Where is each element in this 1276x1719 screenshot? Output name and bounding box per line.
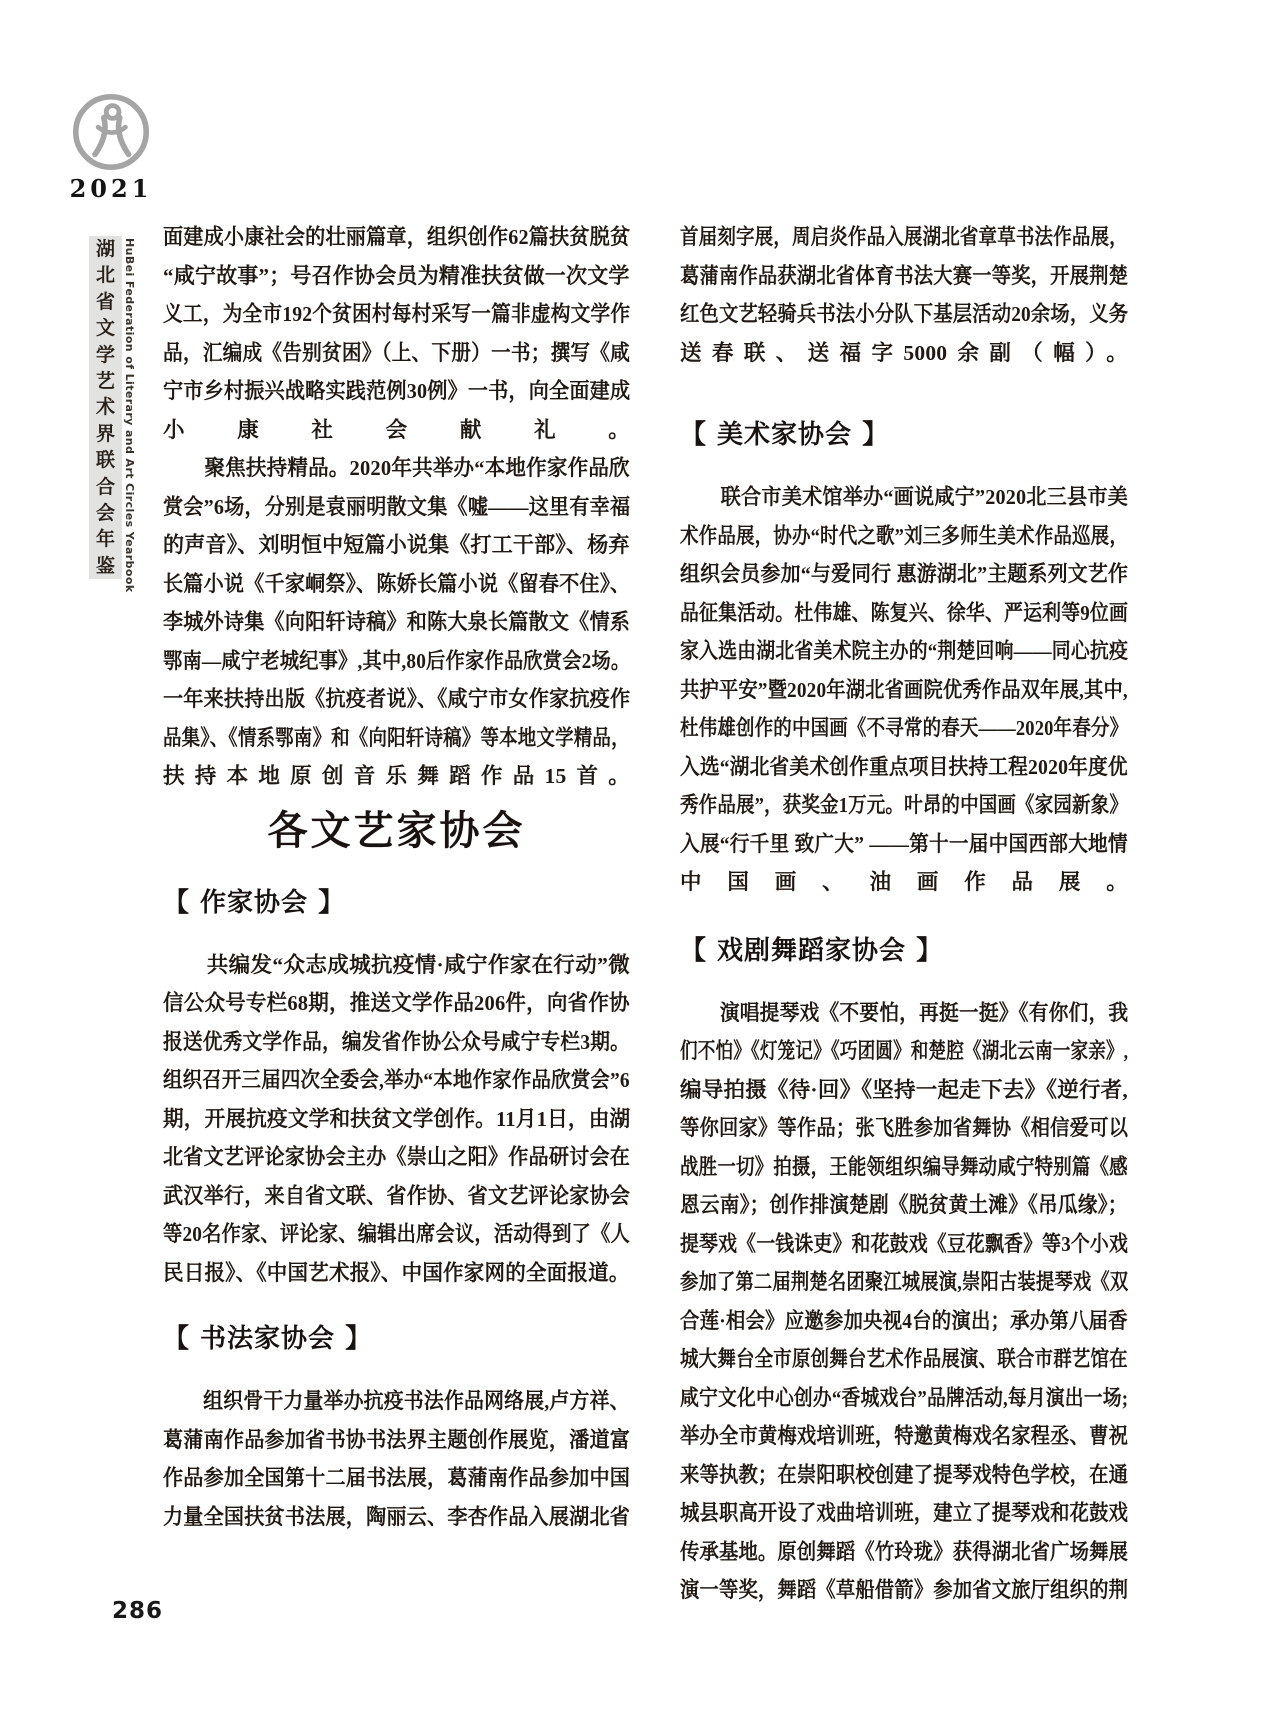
text-line: 送春联、送福字5000余副（幅）。 [680, 340, 1128, 365]
section-heading-writers-association: 【 作家协会 】 [163, 887, 346, 918]
section-heading-drama-dance-association: 【 戏剧舞蹈家协会 】 [680, 935, 944, 966]
text-line: 联 [95, 449, 115, 472]
text-line: 作品参加全国第十二届书法展，葛蒲南作品参加中国 [163, 1466, 631, 1490]
text-line: 一年来扶持出版《抗疫者说》、《咸宁市女作家抗疫作 [163, 687, 631, 711]
text-line: 杜伟雄创作的中国画《不寻常的春天——2020年春分》 [680, 716, 1129, 740]
paragraph-featured-works [163, 449, 630, 796]
text-line: 家入选由湖北省美术院主办的“荆楚回响——同心抗疫 [680, 639, 1129, 663]
text-line: 赏会”6场，分别是袁丽明散文集《嘘——这里有幸福 [163, 494, 631, 519]
text-line: 咸宁文化中心创办“香城戏台”品牌活动,每月演出一场; [680, 1385, 1129, 1410]
sidebar-title-en: HuBei Federation of Literary and Art Circles Yearbook [123, 238, 136, 593]
text-line: 战胜一切》拍摄，王能领组织编导舞动咸宁特别篇《感 [680, 1154, 1128, 1179]
paragraph-writers-association [163, 946, 630, 1293]
text-line: 北 [95, 264, 115, 287]
text-line: 恩云南》；创作排演楚剧《脱贫黄土滩》《吊瓜缘》； [680, 1193, 1128, 1217]
text-line: 民日报》、《中国艺术报》、中国作家网的全面报道。 [163, 1260, 630, 1285]
text-line: 演一等奖，舞蹈《草船借箭》参加省文旅厅组织的荆 [680, 1578, 1129, 1602]
text-line: 组织会员参加“与爱同行 惠游湖北”主题系列文艺作 [680, 562, 1129, 586]
paragraph-drama-dance-association [680, 994, 1128, 1610]
text-line: 品，汇编成《告别贫困》（上、下册）一书；撰写《咸 [163, 340, 631, 365]
text-line: 长篇小说《千家峒祭》、陈娇长篇小说《留春不住》、 [163, 571, 631, 596]
left-column [163, 218, 630, 1536]
text-line: 学 [95, 343, 115, 366]
text-line: 武汉举行，来自省文联、省作协、省文艺评论家协会 [163, 1183, 631, 1208]
text-line: 等你回家》等作品；张飞胜参加省舞协《相信爱可以 [680, 1116, 1129, 1140]
text-line: 城县职高开设了戏曲培训班，建立了提琴戏和花鼓戏 [680, 1501, 1129, 1525]
paragraph-calligraphers-continued [680, 218, 1128, 372]
text-line: 艺 [95, 369, 115, 392]
right-column [680, 218, 1128, 1610]
text-line: 秀作品展”，获奖金1万元。叶昂的中国画《家园新象》 [680, 793, 1129, 817]
text-line: 入展“行千里 致广大” ——第十一届中国西部大地情 [680, 831, 1128, 856]
text-line: 红色文艺轻骑兵书法小分队下基层活动20余场，义务 [680, 302, 1129, 326]
text-line: 报送优秀文学作品，编发省作协公众号咸宁专栏3期。 [163, 1029, 631, 1054]
text-line: 组织召开三届四次全委会,举办“本地作家作品欣赏会”6 [163, 1068, 630, 1092]
text-line: 共护平安”暨2020年湖北省画院优秀作品双年展,其中, [680, 677, 1128, 702]
federation-logo-icon [71, 92, 151, 172]
text-line: 湖 [95, 238, 115, 260]
text-line: 品集》、《情系鄂南》和《向阳轩诗稿》等本地文学精品， [163, 725, 630, 750]
text-line: “咸宁故事”；号召作协会员为精准扶贫做一次文学 [163, 263, 630, 288]
text-line: 提琴戏《一钱诛吏》和花鼓戏《豆花飘香》等3个小戏 [680, 1231, 1129, 1256]
text-line: 小康社会献礼。 [163, 417, 630, 442]
text-line: 宁市乡村振兴战略实践范例30例》一书，向全面建成 [163, 379, 631, 403]
text-line: 李城外诗集《向阳轩诗稿》和陈大泉长篇散文《情系 [163, 610, 631, 634]
text-line: 扶持本地原创音乐舞蹈作品15首。 [163, 764, 630, 788]
text-line: 葛蒲南作品获湖北省体育书法大赛一等奖，开展荆楚 [680, 263, 1129, 288]
section-heading-calligraphers-association: 【 书法家协会 】 [163, 1324, 373, 1354]
text-line: 力量全国扶贫书法展，陶丽云、李杏作品入展湖北省 [163, 1504, 631, 1529]
text-line: 共编发“众志成城抗疫情·咸宁作家在行动”微 [163, 952, 630, 977]
text-line: 中国画、油画作品展。 [680, 870, 1128, 894]
text-line: 年 [95, 528, 115, 551]
text-line: 聚焦扶持精品。2020年共举办“本地作家作品欣 [163, 456, 630, 480]
text-line: 信公众号专栏68期，推送文学作品206件，向省作协 [163, 991, 630, 1015]
page-number: 286 [112, 1598, 164, 1624]
text-line: 术 [95, 396, 115, 419]
paragraph-artists-association [680, 478, 1128, 902]
text-line: 入选“湖北省美术创作重点项目扶持工程2020年度优 [680, 754, 1128, 779]
text-line: 演唱提琴戏《不要怕，再挺一挺》《有你们，我 [680, 1000, 1129, 1025]
text-line: 合 [95, 475, 115, 498]
text-line: 的声音》、刘明恒中短篇小说集《打工干部》、杨弃 [163, 533, 630, 557]
text-line: 北省文艺评论家协会主办《崇山之阳》作品研讨会在 [163, 1145, 631, 1169]
text-line: 鄂南—咸宁老城纪事》,其中,80后作家作品欣赏会2场。 [163, 648, 631, 673]
text-line: 期，开展抗疫文学和扶贫文学创作。11月1日，由湖 [163, 1106, 631, 1131]
text-line: 组织骨干力量举办抗疫书法作品网络展,卢方祥、 [163, 1389, 630, 1413]
paragraph-calligraphers-association [163, 1382, 630, 1536]
text-line: 葛蒲南作品参加省书协书法界主题创作展览，潘道富 [163, 1427, 631, 1452]
text-line: 面建成小康社会的壮丽篇章，组织创作62篇扶贫脱贫 [163, 225, 631, 249]
text-line: 传承基地。原创舞蹈《竹玲珑》获得湖北省广场舞展 [680, 1539, 1129, 1564]
text-line: 举办全市黄梅戏培训班，特邀黄梅戏名家程丞、曹祝 [680, 1424, 1129, 1448]
text-line: 首届刻字展，周启炎作品入展湖北省章草书法作品展， [680, 225, 1128, 249]
text-line: 联合市美术馆举办“画说咸宁”2020北三县市美 [680, 485, 1129, 509]
text-line: 城大舞台全市原创舞台艺术作品展演、联合市群艺馆在 [680, 1347, 1128, 1371]
paragraph-intro [163, 218, 630, 449]
text-line: 界 [95, 422, 115, 445]
text-line: 省 [95, 290, 115, 313]
text-line: 术作品展，协办“时代之歌”刘三多师生美术作品巡展， [680, 523, 1129, 548]
text-line: 们不怕》《灯笼记》《巧团圆》和楚腔《湖北云南一家亲》, [680, 1039, 1129, 1063]
text-line: 编导拍摄《待·回》《坚持一起走下去》《逆行者, [680, 1077, 1128, 1102]
text-line: 会 [95, 501, 115, 524]
section-heading-artists-association: 【 美术家协会 】 [680, 420, 890, 450]
text-line: 文 [95, 317, 115, 340]
brand-block [68, 92, 154, 203]
text-line: 品征集活动。杜伟雄、陈复兴、徐华、严运利等9位画 [680, 600, 1129, 625]
text-line: 参加了第二届荆楚名团聚江城展演,崇阳古装提琴戏《双 [680, 1270, 1129, 1294]
year-label: 2021 [69, 174, 153, 203]
text-line: 鉴 [95, 554, 115, 577]
text-line: 义工，为全市192个贫困村每村采写一篇非虚构文学作 [163, 302, 631, 326]
page-title: 各文艺家协会 [267, 807, 526, 854]
text-line: 等20名作家、评论家、编辑出席会议，活动得到了《人 [163, 1222, 631, 1246]
text-line: 来等执教；在崇阳职校创建了提琴戏特色学校，在通 [680, 1462, 1129, 1487]
text-line: 合莲·相会》应邀参加央视4台的演出；承办第八届香 [680, 1308, 1128, 1333]
sidebar-title-cn [89, 236, 122, 579]
